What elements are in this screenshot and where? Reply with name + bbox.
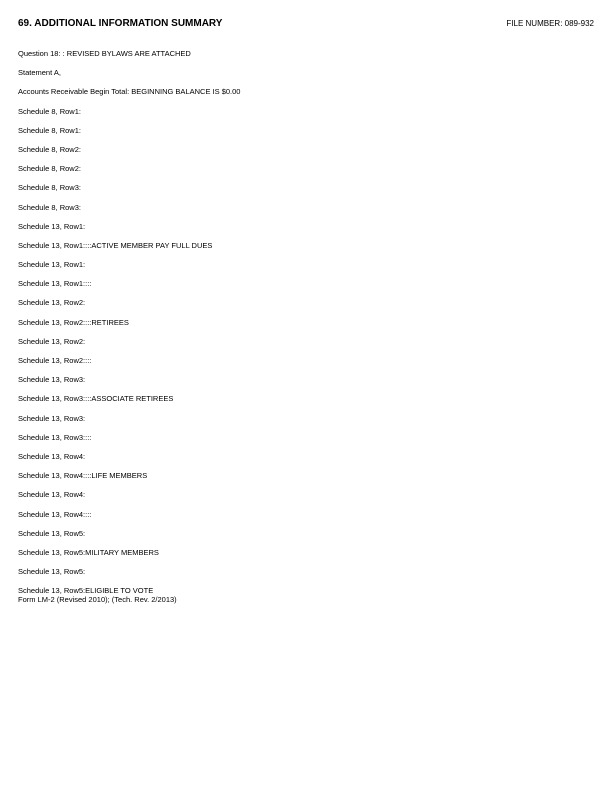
page-title: 69. ADDITIONAL INFORMATION SUMMARY	[18, 18, 223, 29]
list-item: Schedule 13, Row4:	[18, 451, 86, 461]
list-item: Schedule 8, Row3:	[18, 202, 81, 212]
list-item: Schedule 13, Row1:	[18, 221, 86, 231]
file-number: FILE NUMBER: 089-932	[506, 19, 594, 28]
list-item: Schedule 8, Row1:	[18, 125, 81, 135]
list-item: Statement A,	[18, 68, 61, 78]
list-item: Schedule 13, Row5:	[18, 528, 86, 538]
list-item: Schedule 13, Row3::::	[18, 432, 92, 442]
list-item: Schedule 13, Row3:	[18, 413, 86, 423]
list-item: Schedule 13, Row2:	[18, 298, 86, 308]
list-item: Question 18: : REVISED BYLAWS ARE ATTACHED	[18, 49, 191, 58]
list-item: Schedule 13, Row2:	[18, 336, 86, 346]
list-item: Schedule 13, Row5:ELIGIBLE TO VOTE	[18, 586, 154, 596]
list-item: Schedule 13, Row4:	[18, 490, 86, 500]
information-entries-list	[18, 49, 240, 595]
list-item: Schedule 13, Row1::::ACTIVE MEMBER PAY FULL DUES	[18, 240, 213, 250]
list-item: Schedule 8, Row1:	[18, 106, 81, 116]
list-item: Schedule 13, Row1::::	[18, 279, 92, 289]
list-item: Schedule 8, Row3:	[18, 183, 81, 193]
list-item: Schedule 13, Row3::::ASSOCIATE RETIREES	[18, 394, 174, 404]
list-item: Schedule 13, Row2::::RETIREES	[18, 317, 129, 327]
list-item: Schedule 13, Row1:	[18, 260, 86, 270]
form-revision-footer: Form LM-2 (Revised 2010); (Tech. Rev. 2/2013)	[18, 595, 177, 605]
list-item: Schedule 13, Row4::::	[18, 509, 92, 519]
list-item: Schedule 13, Row2::::	[18, 356, 92, 365]
list-item: Schedule 13, Row5:MILITARY MEMBERS	[18, 547, 159, 557]
list-item: Schedule 13, Row5:	[18, 567, 86, 577]
list-item: Schedule 8, Row2:	[18, 164, 81, 174]
list-item: Schedule 13, Row3:	[18, 375, 86, 385]
list-item: Schedule 13, Row4::::LIFE MEMBERS	[18, 471, 148, 481]
list-item: Accounts Receivable Begin Total: BEGINNING BALANCE IS $0.00	[18, 87, 241, 97]
list-item: Schedule 8, Row2:	[18, 144, 81, 154]
